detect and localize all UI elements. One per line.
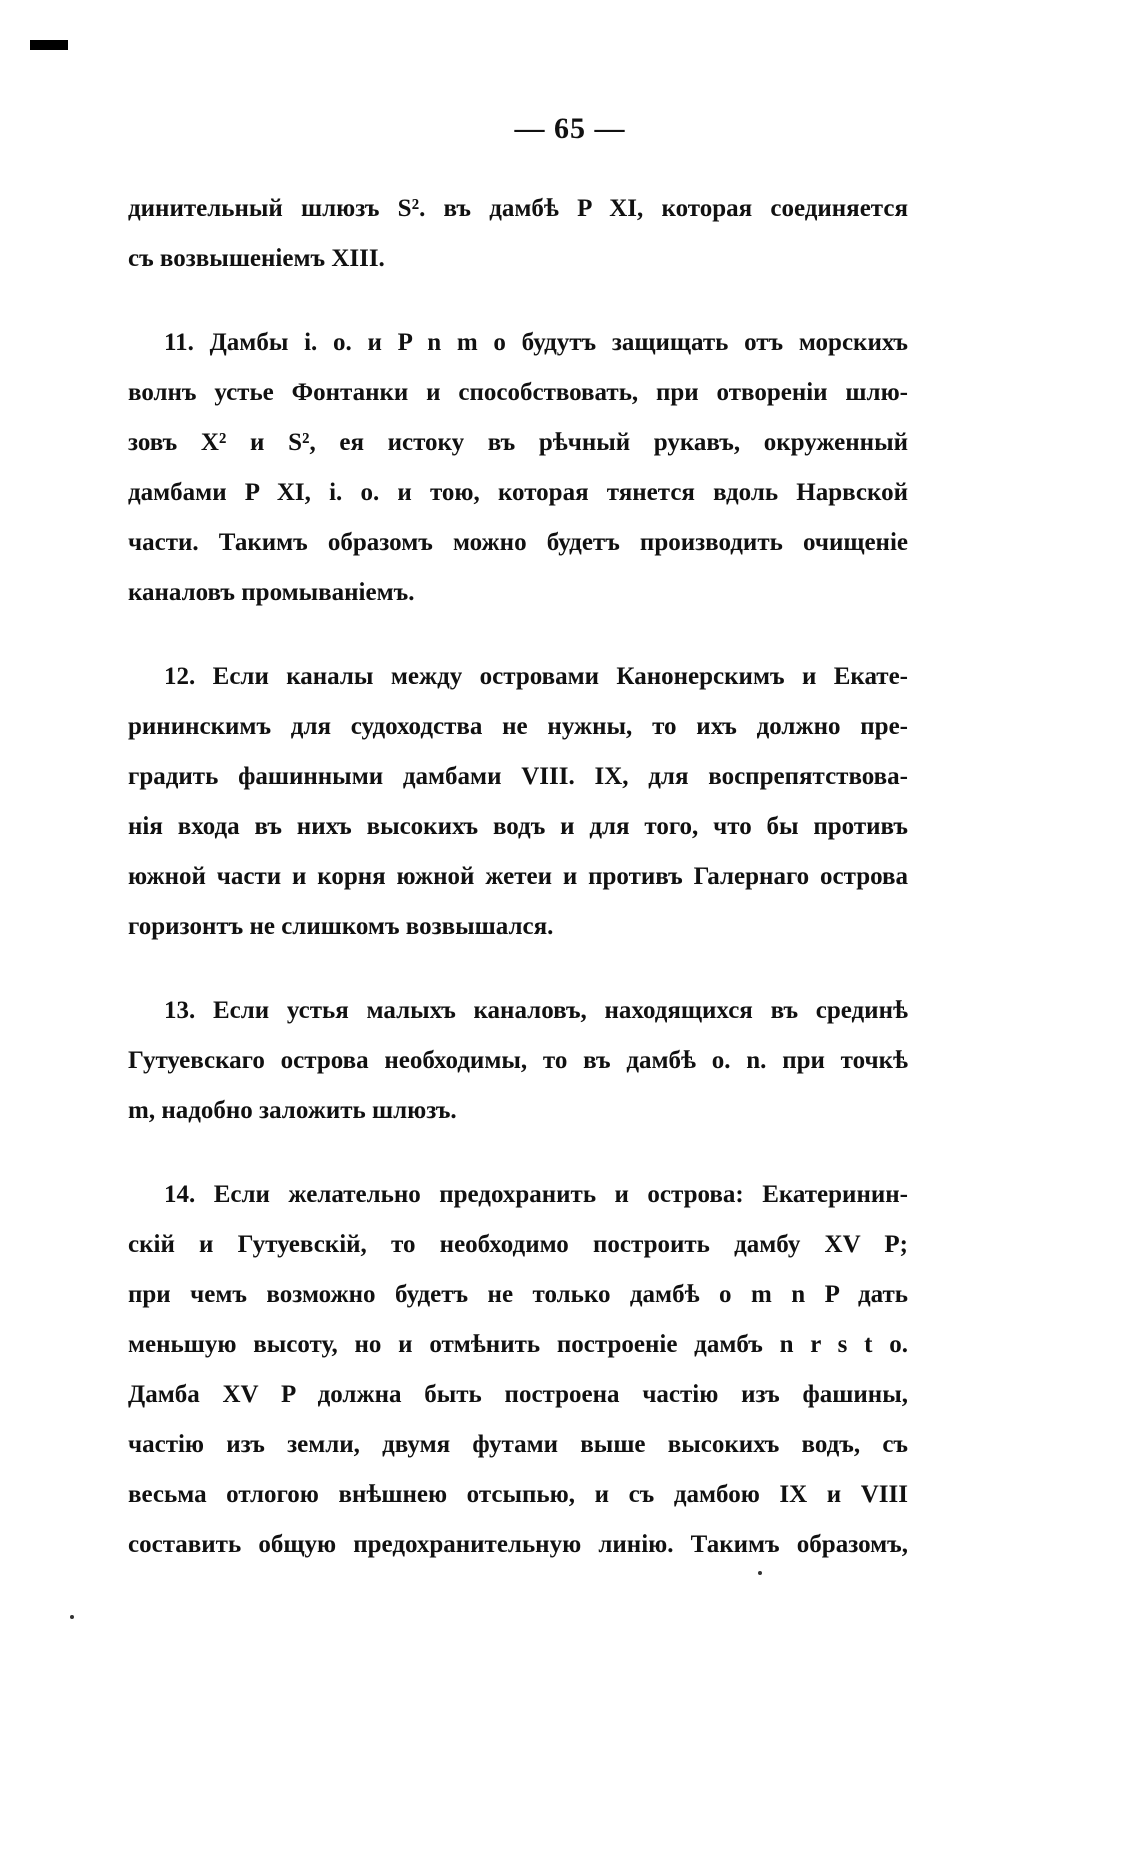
text-line: 14. Если желательно предохранить и острова: Екатеринин- [164, 1181, 908, 1208]
text-line: дамбами P XI, i. o. и тою, которая тянется вдоль Нарвской [128, 479, 908, 506]
text-line: составить общую предохранительную линію. Такимъ образомъ, [128, 1531, 908, 1558]
text-line: частію изъ земли, двумя футами выше высокихъ водъ, съ [128, 1431, 908, 1458]
scan-speck [70, 1615, 74, 1619]
text-line: 13. Если устья малыхъ каналовъ, находящихся въ срединѣ [164, 997, 908, 1024]
text-line: Гутуевскаго острова необходимы, то въ дамбѣ o. n. при точкѣ [128, 1047, 908, 1074]
text-line: динительный шлюзъ S². въ дамбѣ P XI, которая соединяется [128, 195, 908, 222]
paragraph-13 [128, 986, 908, 1136]
text-line: горизонтъ не слишкомъ возвышался. [128, 913, 554, 940]
scan-speck [758, 1571, 762, 1575]
text-line: 12. Если каналы между островами Канонерскимъ и Екате- [164, 663, 908, 690]
text-line: при чемъ возможно будетъ не только дамбѣ o m n P дать [128, 1281, 908, 1308]
text-line: съ возвышеніемъ XIII. [128, 245, 385, 272]
paragraph-12 [128, 652, 908, 952]
text-line: каналовъ промываніемъ. [128, 579, 415, 606]
text-line: волнъ устье Фонтанки и способствовать, при отвореніи шлю- [128, 379, 908, 406]
text-line: градить фашинными дамбами VIII. IX, для воспрепятствова- [128, 763, 908, 790]
text-line: южной части и корня южной жетеи и противъ Галернаго острова [128, 863, 908, 890]
text-line: скій и Гутуевскій, то необходимо построить дамбу XV P; [128, 1231, 908, 1258]
page-number: — 65 — [514, 112, 626, 145]
paragraph-continuation [128, 184, 908, 284]
scan-mark [30, 40, 68, 50]
text-line: Дамба XV P должна быть построена частію изъ фашины, [128, 1381, 908, 1408]
text-line: рининскимъ для судоходства не нужны, то ихъ должно пре- [128, 713, 908, 740]
paragraph-11 [128, 318, 908, 618]
text-line: меньшую высоту, но и отмѣнить построеніе дамбъ n r s t o. [128, 1331, 908, 1358]
text-line: нія входа въ нихъ высокихъ водъ и для того, что бы противъ [128, 813, 908, 840]
text-line: зовъ X² и S², ея истоку въ рѣчный рукавъ, окруженный [128, 429, 908, 456]
text-line: части. Такимъ образомъ можно будетъ производить очищеніе [128, 529, 908, 556]
paragraph-14 [128, 1170, 908, 1570]
body-text [128, 184, 908, 1570]
text-line: весьма отлогою внѣшнею отсыпью, и съ дамбою IX и VIII [128, 1481, 908, 1508]
text-line: 11. Дамбы i. o. и P n m o будутъ защищать отъ морскихъ [164, 329, 908, 356]
text-line: m, надобно заложить шлюзъ. [128, 1097, 457, 1124]
